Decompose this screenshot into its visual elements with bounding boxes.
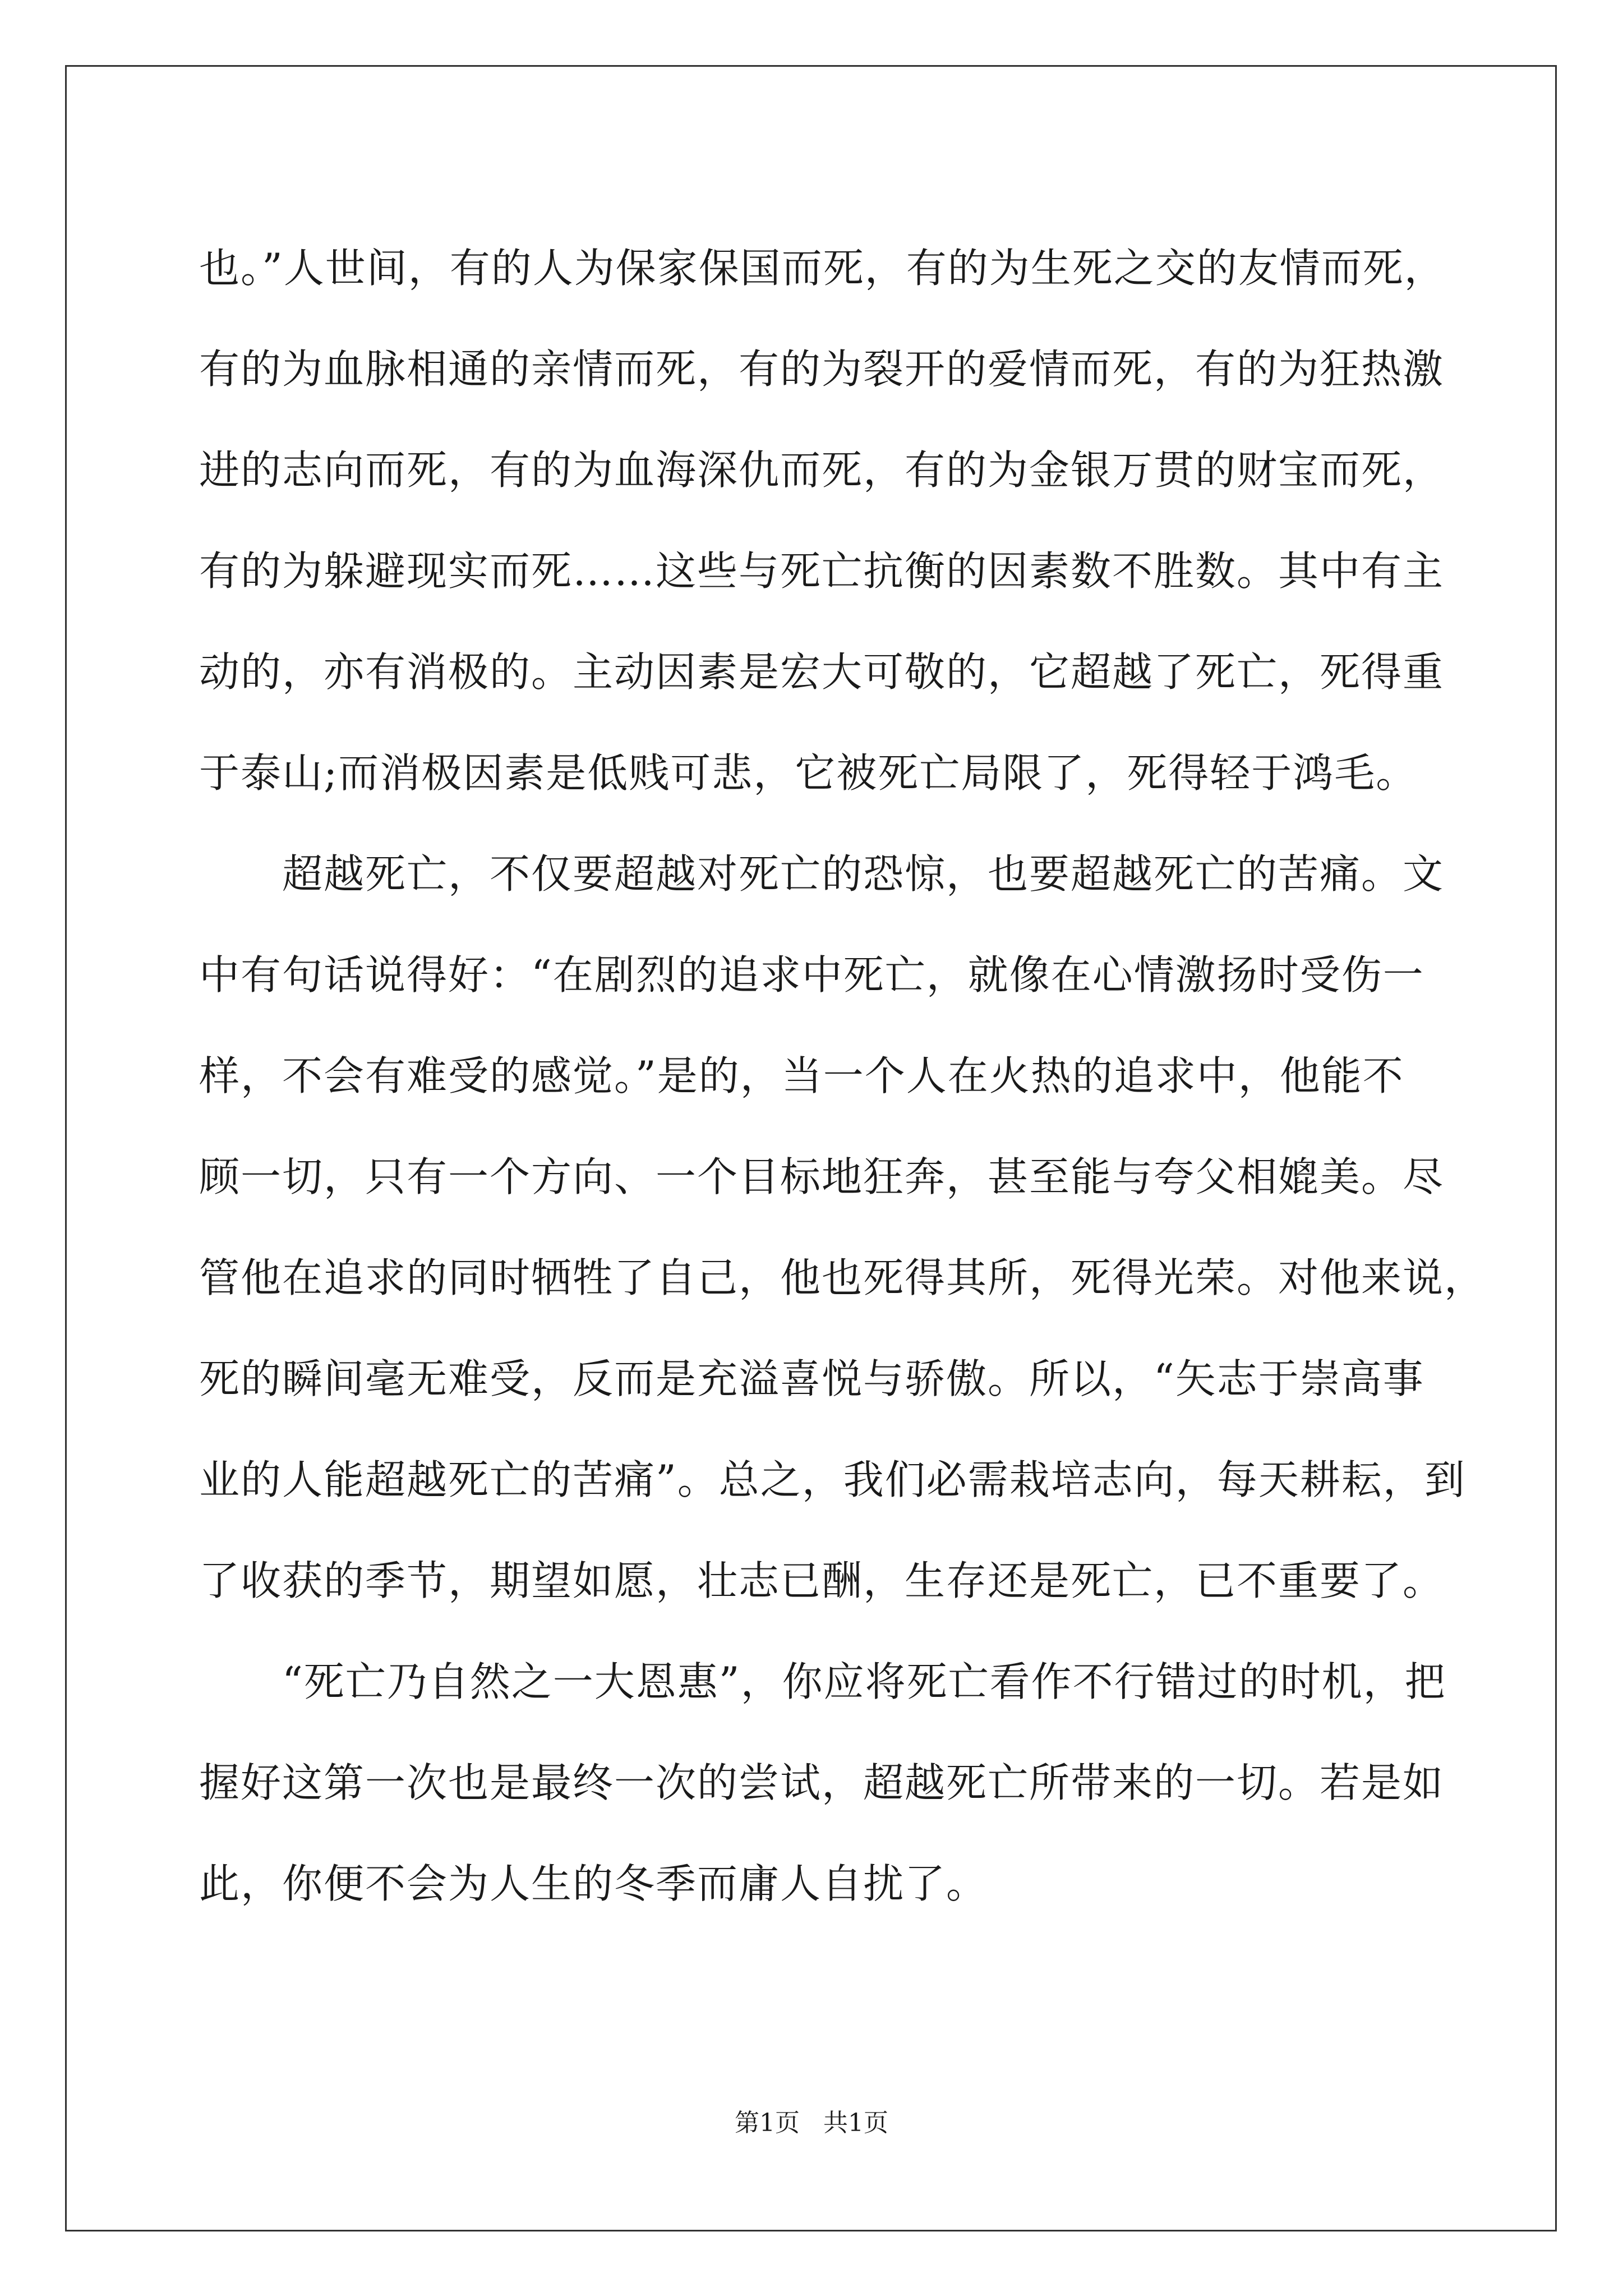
text-line: 超越死亡，不仅要超越对死亡的恐惊，也要超越死亡的苦痛。文	[199, 850, 1445, 898]
text-line: 样，不会有难受的感觉。”是的，当一个人在火热的追求中，他能不	[199, 1052, 1404, 1099]
text-line: 动的，亦有消极的。主动因素是宏大可敬的，它超越了死亡，死得重	[199, 648, 1445, 696]
text-line: 业的人能超越死亡的苦痛”。总之，我们必需栽培志向，每天耕耘，到	[199, 1456, 1466, 1503]
text-line: 也。”人世间，有的人为保家保国而死，有的为生死之交的友情而死，	[199, 245, 1446, 292]
text-line: “死亡乃自然之一大恩惠”，你应将死亡看作不行错过的时机，把	[199, 1658, 1446, 1705]
text-line: 此，你便不会为人生的冬季而庸人自扰了。	[199, 1860, 988, 1907]
text-line: 于泰山;而消极因素是低贱可悲，它被死亡局限了，死得轻于鸿毛。	[199, 749, 1418, 797]
text-line: 顾一切，只有一个方向、一个目标地狂奔，甚至能与夸父相媲美。尽	[199, 1153, 1445, 1200]
text-line: 进的志向而死，有的为血海深仇而死，有的为金银万贯的财宝而死，	[199, 447, 1445, 494]
text-line: 握好这第一次也是最终一次的尝试，超越死亡所带来的一切。若是如	[199, 1759, 1445, 1806]
text-line: 死的瞬间毫无难受，反而是充溢喜悦与骄傲。所以，“矢志于崇高事	[199, 1355, 1424, 1402]
text-line: 中有句话说得好：“在剧烈的追求中死亡，就像在心情激扬时受伤一	[199, 951, 1424, 999]
text-line: 管他在追求的同时牺牲了自己，他也死得其所，死得光荣。对他来说，	[199, 1254, 1486, 1301]
body-text	[199, 218, 1486, 1934]
text-line: 了收获的季节，期望如愿，壮志已酬，生存还是死亡，已不重要了。	[199, 1557, 1445, 1604]
text-line: 有的为血脉相通的亲情而死，有的为裂开的爱情而死，有的为狂热激	[199, 346, 1445, 393]
text-line: 有的为躲避现实而死……这些与死亡抗衡的因素数不胜数。其中有主	[199, 547, 1445, 595]
page-footer: 第1页 共1页	[735, 2109, 888, 2137]
